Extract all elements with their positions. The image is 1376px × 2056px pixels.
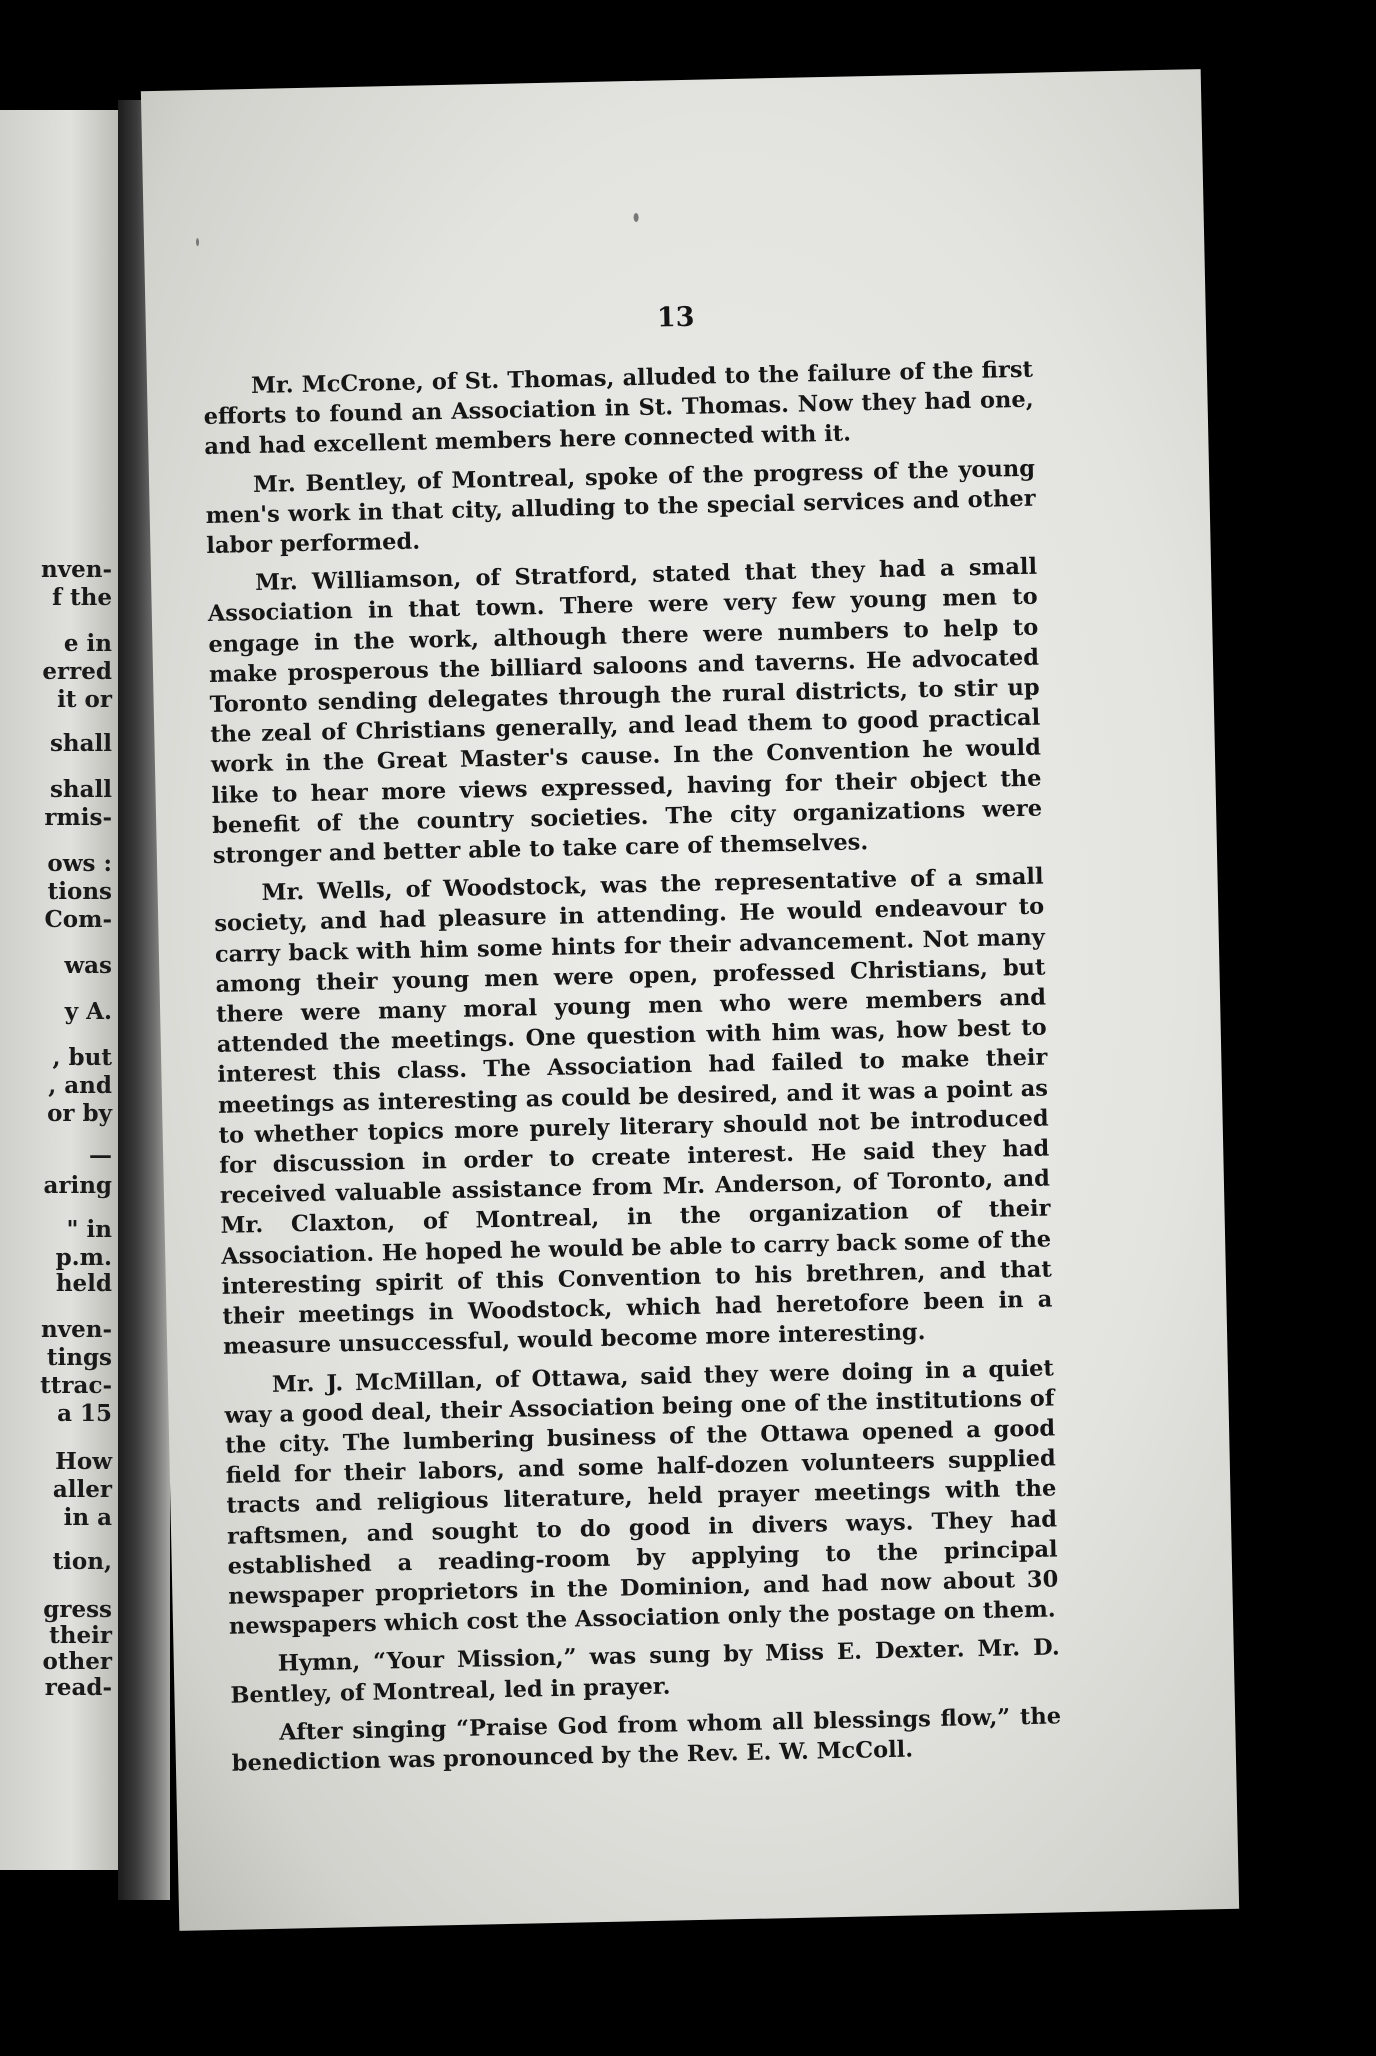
facing-page-line-fragment: other	[42, 1648, 112, 1675]
paragraph-mccrone: Mr. McCrone, of St. Thomas, alluded to the failure of the first efforts to found an Association in St. Thomas. Now they had one, and had excellent members here connected with it.	[203, 356, 1034, 461]
facing-page-line-fragment: or by	[47, 1100, 112, 1127]
facing-page-line-fragment: their	[49, 1622, 112, 1649]
paragraph-hymn: Hymn, “Your Mission,” was sung by Miss E. Dexter. Mr. D. Bentley, of Montreal, led in prayer.	[230, 1634, 1060, 1709]
facing-page-line-fragment: shall	[49, 776, 112, 803]
facing-page-line-fragment: , and	[48, 1072, 112, 1099]
paper-speck	[634, 213, 639, 222]
facing-page-line-fragment: tion,	[52, 1548, 112, 1575]
facing-page-line-fragment: held	[55, 1270, 112, 1297]
facing-page-line-fragment: gress	[43, 1596, 112, 1623]
paragraph-mcmillan: Mr. J. McMillan, of Ottawa, said they were doing in a quiet way a good deal, their Association being one of the institutions of the city. The lumbering business of the Ottawa opened a good field for their labors, and some half-dozen volunteers supplied tracts and religious literature, held prayer meetings with the raftsmen, and sought to do good in divers ways. They had established a reading-room by applying to the principal newspaper proprietors in the Dominion, and had now about 30 newspapers which cost the Association only the postage on them.	[224, 1354, 1059, 1640]
page-body	[203, 355, 1062, 1787]
paragraph-wells: Mr. Wells, of Woodstock, was the representative of a small society, and had pleasure in attending. He would endeavour to carry back with him some hints for their advancement. Not many among their young men were open, professed Christians, but there were many moral young men who were members and attended the meetings. One question with him was, how best to interest this class. The Association had failed to make their meetings as interesting as could be desired, and it was a point as to whether topics more purely literary should not be introduced for discussion in order to create interest. He said they had received valuable assistance from Mr. Anderson, of Toronto, and Mr. Claxton, of Montreal, in the organization of their Association. He hoped he would be able to carry back some of the interesting spirit of this Convention to his brethren, and that their meetings in Woodstock, which had heretofore been in a measure unsuccessful, would become more interesting.	[214, 863, 1053, 1361]
facing-page-line-fragment: " in	[66, 1216, 112, 1243]
facing-page-line-fragment: e in	[63, 630, 112, 657]
facing-page-line-fragment: ows :	[47, 850, 112, 877]
facing-page-line-fragment: nven-	[41, 556, 112, 583]
facing-page-fragment	[0, 110, 118, 1870]
facing-page-line-fragment: was	[64, 952, 112, 979]
facing-page-line-fragment: it or	[57, 686, 112, 713]
facing-page-line-fragment: tions	[47, 878, 112, 905]
paragraph-benediction: After singing “Praise God from whom all blessings flow,” the benediction was pronounced by the Rev. E. W. McColl.	[231, 1703, 1062, 1777]
facing-page-line-fragment: y A.	[64, 998, 112, 1025]
document-page	[141, 69, 1239, 1931]
paragraph-bentley: Mr. Bentley, of Montreal, spoke of the progress of the young men's work in that city, alluding to the special services and other labor performed.	[205, 455, 1036, 560]
facing-page-line-fragment: p.m.	[55, 1244, 112, 1271]
facing-page-line-fragment: erred	[42, 658, 112, 685]
facing-page-line-fragment: , but	[52, 1044, 112, 1071]
facing-page-line-fragment: aller	[52, 1476, 112, 1503]
facing-page-line-fragment: read-	[44, 1674, 112, 1701]
facing-page-line-fragment: —	[89, 1142, 112, 1169]
facing-page-line-fragment: rmis-	[44, 804, 112, 831]
paragraph-williamson: Mr. Williamson, of Stratford, stated that they had a small Association in that town. There were very few young men to engage in the work, although there were numbers to help to make prosperous the billiard saloons and taverns. He advocated Toronto sending delegates through the rural districts, to stir up the zeal of Christians generally, and lead them to good practical work in the Great Master's cause. In the Convention he would like to hear more views expressed, having for their object the benefit of the country societies. The city organizations were stronger and better able to take care of themselves.	[207, 553, 1043, 870]
facing-page-line-fragment: nven-	[41, 1316, 112, 1343]
facing-page-line-fragment: a 15	[57, 1400, 112, 1427]
facing-page-line-fragment: ttrac-	[40, 1372, 112, 1399]
paper-speck	[196, 238, 199, 246]
facing-page-line-fragment: shall	[49, 730, 112, 757]
facing-page-line-fragment: aring	[43, 1172, 112, 1199]
facing-page-line-fragment: in a	[63, 1504, 112, 1531]
facing-page-line-fragment: How	[55, 1448, 112, 1475]
facing-page-line-fragment: Com-	[44, 906, 112, 933]
facing-page-line-fragment: f the	[52, 584, 112, 611]
facing-page-line-fragment: tings	[46, 1344, 112, 1371]
page-number: 13	[656, 301, 695, 334]
